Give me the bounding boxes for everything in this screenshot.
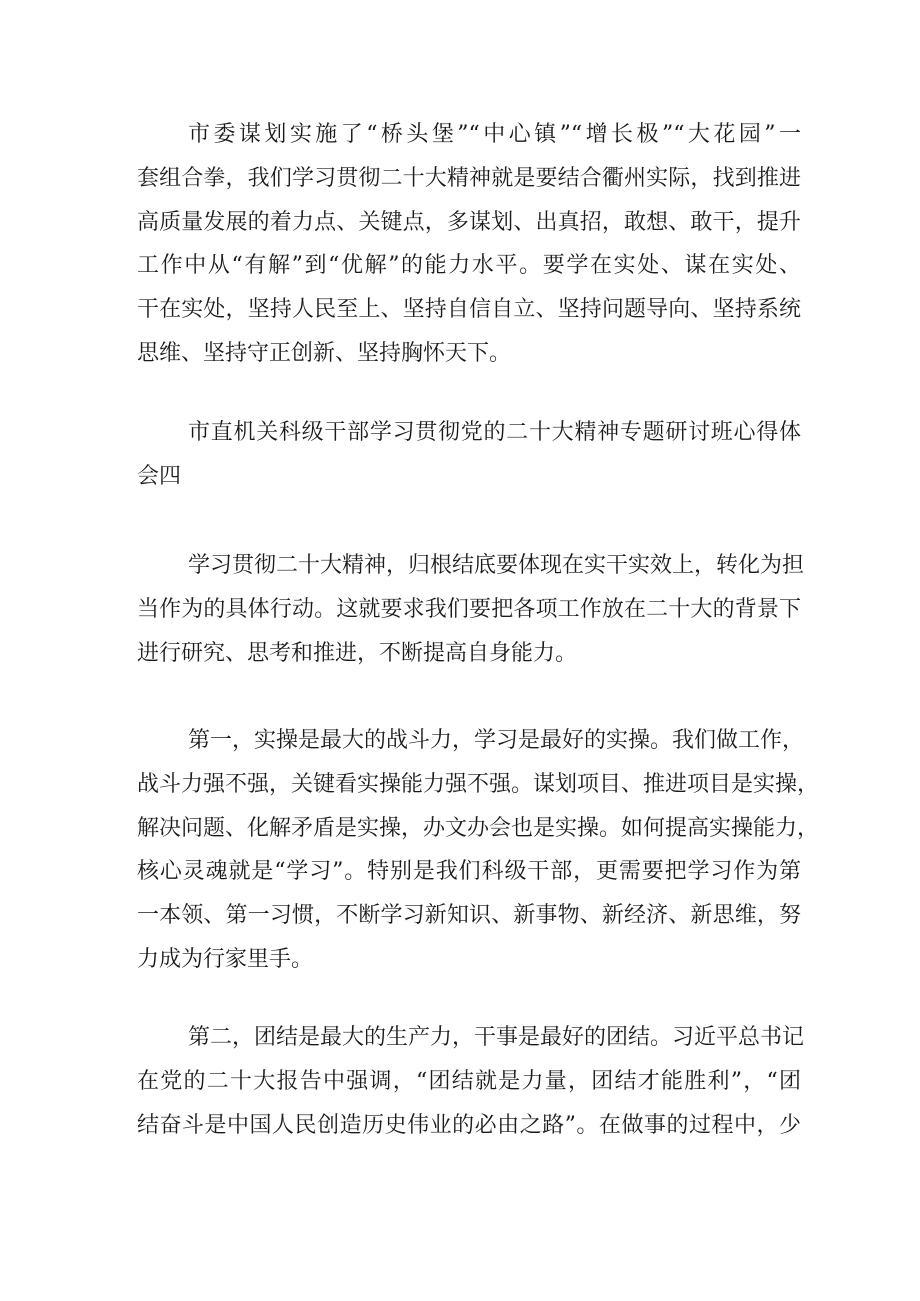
paragraph — [137, 113, 801, 376]
section-heading — [137, 411, 801, 499]
text-line: 当作为的具体行动。这就要求我们要把各项工作放在二十大的背景下 — [137, 596, 801, 622]
paragraph — [137, 1016, 805, 1147]
text-line: 思维、坚持守正创新、坚持胸怀天下。 — [137, 340, 512, 366]
text-line: 进行研究、思考和推进，不断提高自身能力。 — [137, 640, 578, 666]
text-line: 核心灵魂就是“学习”。特别是我们科级干部，更需要把学习作为第 — [137, 859, 801, 885]
text-line: 结奋斗是中国人民创造历史伟业的必由之路”。在做事的过程中，少 — [137, 1112, 801, 1138]
text-line: 套组合拳，我们学习贯彻二十大精神就是要结合衢州实际，找到推进 — [137, 165, 801, 191]
text-line: 会四 — [137, 463, 182, 489]
text-line: 高质量发展的着力点、关键点，多谋划、出真招，敢想、敢干，提升 — [137, 209, 801, 235]
text-line: 解决问题、化解矛盾是实操，办文办会也是实操。如何提高实操能力， — [137, 815, 820, 841]
text-line: 市直机关科级干部学习贯彻党的二十大精神专题研讨班心得体 — [188, 420, 801, 445]
text-line: 工作中从“有解”到“优解”的能力水平。要学在实处、谋在实处、 — [137, 253, 801, 279]
text-line: 战斗力强不强，关键看实操能力强不强。谋划项目、推进项目是实操， — [137, 771, 820, 797]
paragraph — [137, 544, 805, 675]
text-line: 力成为行家里手。 — [137, 946, 314, 972]
text-line: 学习贯彻二十大精神，归根结底要体现在实干实效上，转化为担 — [188, 553, 805, 578]
text-line: 第一，实操是最大的战斗力，学习是最好的实操。我们做工作， — [188, 728, 805, 753]
text-line: 在党的二十大报告中强调，“团结就是力量，团结才能胜利”，“团 — [137, 1068, 801, 1094]
paragraph — [137, 719, 820, 982]
text-line: 第二，团结是最大的生产力，干事是最好的团结。习近平总书记 — [188, 1025, 805, 1050]
text-line: 干在实处，坚持人民至上、坚持自信自立、坚持问题导向、坚持系统 — [137, 297, 801, 323]
text-line: 市委谋划实施了“桥头堡”“中心镇”“增长极”“大花园”一 — [188, 122, 801, 147]
text-line: 一本领、第一习惯，不断学习新知识、新事物、新经济、新思维，努 — [137, 903, 801, 929]
